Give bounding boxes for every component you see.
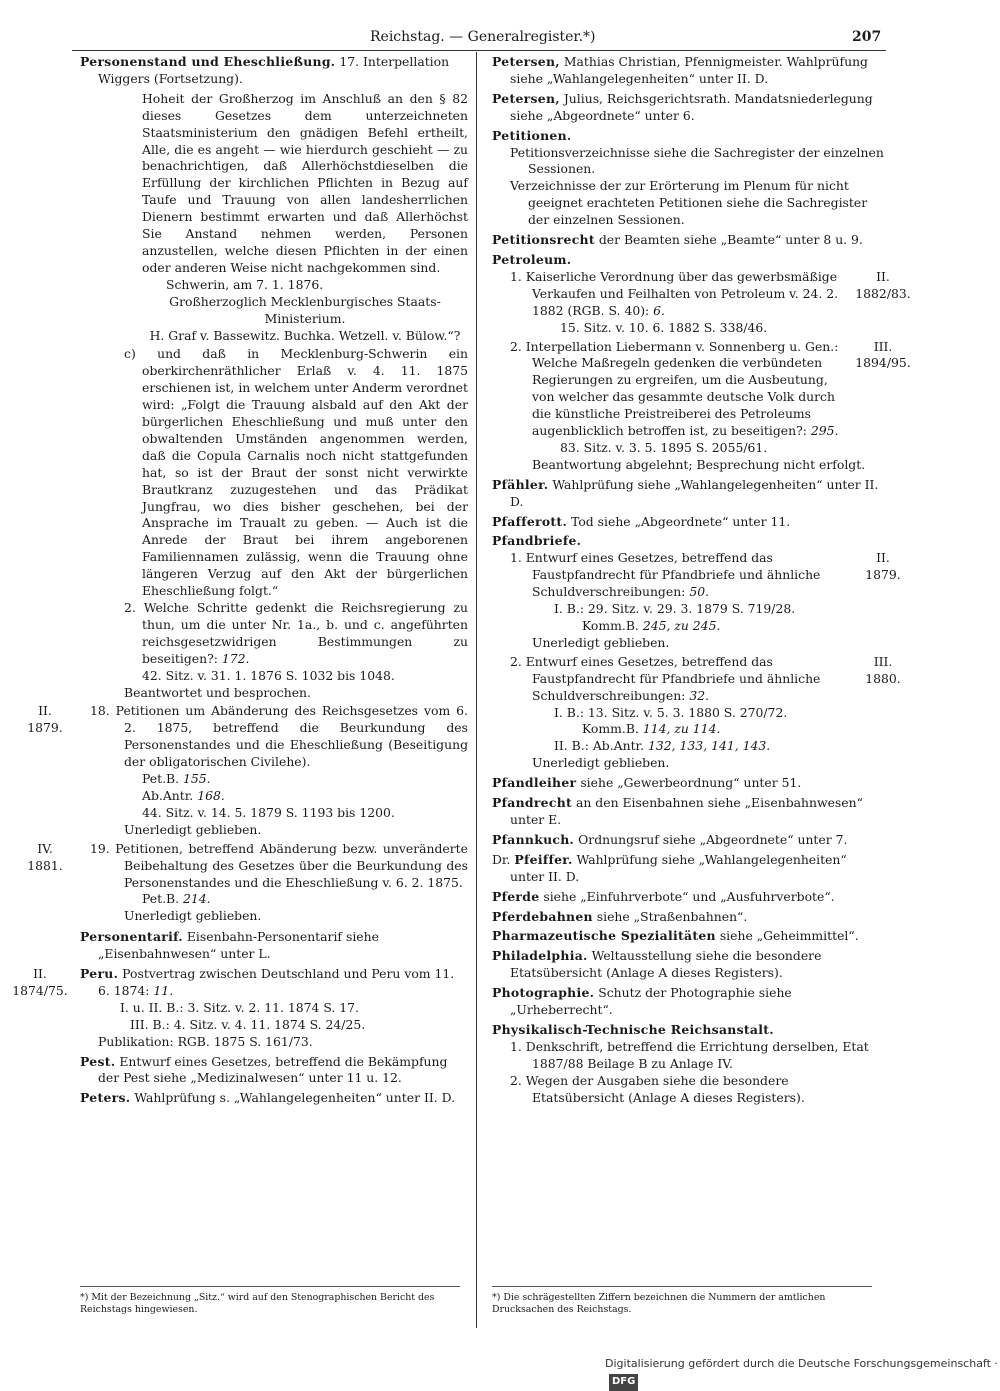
physikalisch-item-2: 2. Wegen der Ausgaben siehe die besondere Etatsübersicht (Anlage A dieses Registers).	[510, 1072, 805, 1105]
ab-ref: 168.	[197, 787, 225, 803]
entry-heading: Petitionsrecht	[492, 232, 595, 248]
entry-peru	[12, 966, 468, 1051]
entry-heading: Pfannkuch.	[492, 831, 575, 847]
entry-text: Weltausstellung siehe die besondere Etatsübersicht (Anlage A dieses Registers).	[510, 948, 822, 981]
entry-petroleum	[492, 251, 911, 474]
pfandbriefe-item-2-status: Unerledigt geblieben.	[532, 755, 670, 771]
entry-heading: Pest.	[80, 1053, 116, 1069]
entry-heading: Peru.	[80, 966, 119, 982]
entry-heading: Pfandrecht	[492, 795, 573, 811]
entry-personentarif	[80, 929, 468, 963]
question-2	[80, 600, 468, 668]
entry-text: Schutz der Photographie siehe „Urheberrecht“.	[510, 985, 792, 1018]
petitionen-line-1: Petitionsverzeichnisse siehe die Sachregister der einzelnen Sessionen.	[510, 144, 884, 177]
entry-petersen-julius	[492, 91, 884, 125]
entry-petitionsrecht	[492, 232, 884, 249]
dfg-logo: DFG	[609, 1374, 638, 1391]
pfandbriefe-item-1-text	[492, 550, 884, 601]
petb-label: Pet.B.	[142, 771, 180, 787]
pfandbriefe-item-1-status: Unerledigt geblieben.	[532, 634, 670, 650]
session-year: 1894/95.	[855, 355, 911, 371]
decree-place-date: Schwerin, am 7. 1. 1876.	[166, 276, 324, 292]
petroleum-item-2-text	[492, 339, 884, 440]
entry-text: an den Eisenbahnen siehe „Eisenbahnwesen“ unter E.	[510, 795, 863, 827]
digitization-credit	[605, 1356, 1000, 1391]
footnote-left: *) Mit der Bezeichnung „Sitz.“ wird auf den Stenographischen Bericht des Reichstags hingewiesen.	[80, 1292, 435, 1315]
item-text: 1. Kaiserliche Verordnung über das gewerbsmäßige Verkaufen und Feilhalten von Petroleum v. 24. 2. 1882 (RGB. S. 40):	[510, 268, 839, 318]
entry-heading: Petroleum.	[492, 251, 572, 267]
sitting-42: 42. Sitz. v. 31. 1. 1876 S. 1032 bis 1048.	[142, 667, 395, 683]
entry-text: Ordnungsruf siehe „Abgeordnete“ unter 7.	[578, 831, 848, 847]
entry-text: siehe „Gewerbeordnung“ unter 51.	[580, 775, 802, 791]
question-2-ref: 172.	[221, 650, 250, 666]
session-year: 1880.	[865, 670, 901, 686]
entry-pfannkuch	[492, 832, 884, 849]
reading-ref: 132, 133, 141, 143.	[648, 738, 771, 754]
entry-19-status: Unerledigt geblieben.	[124, 908, 262, 924]
entry-ref: 11.	[153, 982, 174, 998]
entry-heading: Pfafferott.	[492, 513, 568, 529]
entry-18	[27, 703, 468, 838]
session-number: II.	[876, 268, 890, 284]
item-ref: 32.	[689, 687, 710, 703]
petitionen-line-2: Verzeichnisse der zur Erörterung im Plenum für nicht geeignet erachteten Petitionen siehe die Sachregister der einzelnen Sessionen.	[510, 178, 868, 228]
ab-label: Ab.Antr.	[142, 787, 194, 803]
session-number: II.	[33, 966, 47, 982]
entry-heading: Pfeiffer.	[514, 851, 573, 867]
entry-peters	[80, 1090, 468, 1107]
entry-18-sitting: 44. Sitz. v. 14. 5. 1879 S. 1193 bis 1200.	[142, 804, 395, 820]
entry-text: Eisenbahn-Personentarif siehe „Eisenbahnwesen“ unter L.	[98, 929, 379, 962]
session-label	[2, 966, 78, 1000]
session-number: II.	[38, 703, 52, 719]
entry-heading: Pharmazeutische Spezialitäten	[492, 928, 716, 944]
peru-main	[80, 966, 468, 1000]
petroleum-item-1	[492, 268, 911, 337]
credit-text: Digitalisierung gefördert durch die Deutsche Forschungsgemeinschaft ·	[605, 1357, 998, 1370]
right-column	[492, 54, 911, 1109]
reading-label: II. B.: Ab.Antr.	[554, 738, 645, 754]
column-divider	[476, 52, 477, 1328]
entry-heading: Peters.	[80, 1090, 131, 1106]
entry-pfandrecht	[492, 795, 884, 829]
session-year: 1879.	[865, 567, 901, 583]
session-number: IV.	[37, 840, 53, 856]
entry-pfafferott	[492, 514, 884, 531]
entry-heading: Philadelphia.	[492, 948, 588, 964]
footnote-rule-left	[80, 1286, 460, 1287]
pfandbriefe-item-2-reading: I. B.: 13. Sitz. v. 5. 3. 1880 S. 270/72.	[554, 704, 788, 720]
item-c-text: c) und daß in Mecklenburg-Schwerin ein oberkirchenräthlicher Erlaß v. 4. 11. 1875 erschienen ist, in welchem unter Anderm verordnet wird: „Folgt die Trauung alsbald auf den Akt der bürgerlichen Eheschließung und muß unter den obwaltenden Umständen angenommen werden, daß die Copula Carnalis noch nicht stattgefunden hat, so ist der Braut der sonst nicht verwirkte Brautkranz zuzugestehen und das Prädikat Jungfrau, wo dies bisher geschehen, bei der Ansprache im Traualt zu geben. — Auch ist die Anrede der Braut bei ihrem angeborenen Familiennamen zulässig, wenn die Trauung ohne längeren Verzug auf den Akt der bürgerlichen Eheschließung folgt.“	[124, 346, 468, 599]
entry-petitionen	[492, 128, 884, 229]
entry-pfeiffer	[492, 852, 884, 886]
petb-ref: 214.	[183, 891, 211, 907]
session-label	[846, 339, 920, 373]
session-label	[18, 841, 72, 875]
session-number: III.	[873, 338, 893, 354]
session-label	[18, 703, 72, 737]
entry-pfandbriefe	[492, 533, 901, 772]
entry-heading: Pfandleiher	[492, 775, 577, 791]
entry-pharmazeutische	[492, 928, 884, 945]
session-year: 1874/75.	[12, 982, 68, 998]
decree-ministry: Großherzoglich Mecklenburgisches Staats-Ministerium.	[169, 293, 441, 326]
footnote-rule-right	[492, 1286, 872, 1287]
entry-pest	[80, 1054, 468, 1088]
entry-heading: Pferde	[492, 888, 540, 904]
page-header	[0, 27, 1000, 49]
entry-heading: Pfandbriefe.	[492, 533, 582, 549]
entry-heading: Pferdebahnen	[492, 908, 593, 924]
item-ref: 295.	[810, 423, 839, 439]
entry-text: Wahlprüfung siehe „Wahlangelegenheiten“ unter II. D.	[510, 851, 847, 884]
entry-text: Postvertrag zwischen Deutschland und Peru vom 11. 6. 1874:	[98, 966, 455, 998]
petroleum-item-1-text	[492, 269, 884, 320]
petroleum-item-1-sitting: 15. Sitz. v. 10. 6. 1882 S. 338/46.	[560, 319, 768, 335]
peru-reading-1: I. u. II. B.: 3. Sitz. v. 2. 11. 1874 S. 17.	[120, 999, 359, 1015]
entry-philadelphia	[492, 948, 884, 982]
session-label	[846, 654, 920, 688]
item-text: 2. Entwurf eines Gesetzes, betreffend das Faustpfandrecht für Pfandbriefe und ähnliche Schuldverschreibungen:	[510, 653, 821, 703]
running-title: Reichstag. — Generalregister.*)	[370, 29, 596, 45]
entry-heading: Pfähler.	[492, 476, 549, 492]
entry-pfandleiher	[492, 775, 884, 792]
entry-18-ab	[80, 788, 468, 805]
entry-petersen-mathias	[492, 54, 884, 88]
entry-18-status: Unerledigt geblieben.	[124, 821, 262, 837]
question-2-text: 2. Welche Schritte gedenkt die Reichsregierung zu thun, um die unter Nr. 1a., b. und c. angeführten reichsgesetzwidrigen Bestimmungen zu beseitigen?:	[124, 600, 468, 666]
entry-text: Wahlprüfung siehe „Wahlangelegenheiten“ unter II. D.	[510, 476, 879, 509]
petroleum-item-2	[492, 338, 911, 474]
page-number: 207	[852, 29, 882, 45]
entry-heading: Photographie.	[492, 985, 595, 1001]
pfandbriefe-item-2-komm	[492, 721, 884, 738]
entry-heading: Personentarif.	[80, 929, 183, 945]
entry-subheading: 17. Interpellation Wiggers (Fortsetzung).	[98, 54, 450, 86]
pfandbriefe-item-1	[492, 550, 901, 651]
entry-physikalisch	[492, 1022, 884, 1107]
item-text: 1. Entwurf eines Gesetzes, betreffend das Faustpfandrecht für Pfandbriefe und ähnliche Schuldverschreibungen:	[510, 550, 821, 600]
answered-status: Beantwortet und besprochen.	[124, 684, 311, 700]
physikalisch-item-1: 1. Denkschrift, betreffend die Errichtung derselben, Etat 1887/88 Beilage B zu Anlage IV.	[510, 1038, 869, 1071]
item-ref: 6.	[653, 302, 665, 318]
komm-label: Komm.B.	[582, 618, 639, 633]
peru-reading-3: III. B.: 4. Sitz. v. 4. 11. 1874 S. 24/25.	[130, 1016, 366, 1032]
entry-heading: Petersen,	[492, 54, 560, 69]
entry-prefix: Dr.	[492, 851, 511, 867]
petb-ref: 155.	[183, 771, 211, 787]
decree-signers: H. Graf v. Bassewitz. Buchka. Wetzell. v. Bülow.“?	[149, 327, 461, 343]
entry-heading: Physikalisch-Technische Reichsanstalt.	[492, 1021, 774, 1037]
session-number: II.	[876, 550, 890, 566]
entry-text: der Beamten siehe „Beamte“ unter 8 u. 9.	[598, 232, 863, 248]
entry-heading: Petersen,	[492, 90, 560, 106]
item-ref: 50.	[689, 584, 710, 600]
entry-pferdebahnen	[492, 909, 884, 926]
session-year: 1879.	[27, 720, 63, 736]
decree-quote: Hoheit der Großherzog im Anschluß an den § 82 dieses Gesetzes dem unterzeichneten Staatsministerium den gnädigen Befehl ertheilt, Alle, die es angeht — wie hierdurch geschieht — zu benachrichtigen, daß Allerhöchstdieselben die Erfüllung der kirchlichen Pflichten in Bezug auf Taufe und Trauung von allen landesherrlichen Dienern bestimmt erwarten und daß Allerhöchst Sie Anstand nehmen werden, Personen anzustellen, welche diesen Pflichten in der einen oder anderen Weise nicht nachgekommen sind.	[142, 90, 468, 275]
pfandbriefe-item-1-reading: I. B.: 29. Sitz. v. 29. 3. 1879 S. 719/28.	[554, 601, 796, 617]
peru-publication: Publikation: RGB. 1875 S. 161/73.	[98, 1033, 313, 1049]
petb-label: Pet.B.	[142, 891, 180, 907]
petroleum-item-2-sitting: 83. Sitz. v. 3. 5. 1895 S. 2055/61.	[560, 439, 768, 455]
entry-pferde	[492, 889, 884, 906]
entry-text: Tod siehe „Abgeordnete“ unter 11.	[571, 513, 791, 529]
entry-19-text: 19. Petitionen, betreffend Abänderung bezw. unveränderte Beibehaltung des Gesetzes über die Beurkundung des Personenstandes und die Eheschließung v. 6. 2. 1875.	[90, 840, 468, 890]
entry-text: Entwurf eines Gesetzes, betreffend die Bekämpfung der Pest siehe „Medizinalwesen“ unter 11 u. 12.	[98, 1053, 448, 1086]
header-rule	[72, 50, 886, 51]
pfandbriefe-item-2	[492, 653, 901, 772]
entry-18-petb	[80, 771, 468, 788]
entry-text: Julius, Reichsgerichtsrath. Mandatsniederlegung siehe „Abgeordnete“ unter 6.	[510, 90, 873, 123]
komm-ref: 245, zu 245.	[642, 618, 721, 633]
session-number: III.	[873, 653, 893, 669]
entry-photographie	[492, 985, 884, 1019]
session-year: 1882/83.	[855, 285, 911, 301]
pfandbriefe-item-2-reading-2	[492, 738, 884, 755]
entry-19-petb	[80, 891, 468, 908]
entry-text: siehe „Straßenbahnen“.	[596, 908, 748, 924]
session-label	[846, 269, 920, 303]
entry-pfaehler	[492, 477, 884, 511]
footnote-right: *) Die schrägestellten Ziffern bezeichnen die Nummern der amtlichen Drucksachen des Reichstags.	[492, 1292, 826, 1315]
komm-ref: 114, zu 114.	[642, 721, 721, 737]
entry-18-text: 18. Petitionen um Abänderung des Reichsgesetzes vom 6. 2. 1875, betreffend die Beurkundung des Personenstandes und die Eheschließung (Beseitigung der obligatorischen Civilehe).	[90, 703, 468, 770]
komm-label: Komm.B.	[582, 721, 639, 737]
entry-personenstand-heading	[80, 54, 468, 88]
session-label	[846, 550, 920, 584]
entry-text: Mathias Christian, Pfennigmeister. Wahlprüfung siehe „Wahlangelegenheiten“ unter II. D.	[510, 54, 868, 86]
item-text: 2. Interpellation Liebermann v. Sonnenberg u. Gen.: Welche Maßregeln gedenken die verbündeten Regierungen zu ergreifen, um die Ausbeutung, von welcher das gesammte deutsche Volk durch die künstliche Preistreiberei des Petroleums augenblicklich betroffen ist, zu beseitigen?:	[510, 338, 839, 439]
entry-text: siehe „Einfuhrverbote“ und „Ausfuhrverbote“.	[543, 888, 835, 904]
entry-19	[27, 840, 468, 926]
entry-text: Wahlprüfung s. „Wahlangelegenheiten“ unter II. D.	[134, 1090, 456, 1106]
entry-heading: Petitionen.	[492, 127, 572, 143]
entry-text: siehe „Geheimmittel“.	[719, 928, 859, 944]
session-year: 1881.	[27, 857, 63, 873]
entry-heading: Personenstand und Eheschließung.	[80, 54, 336, 69]
left-column	[12, 54, 468, 1110]
petroleum-item-2-status: Beantwortung abgelehnt; Besprechung nicht erfolgt.	[532, 456, 866, 472]
pfandbriefe-item-2-text	[492, 654, 884, 705]
pfandbriefe-item-1-komm	[492, 618, 884, 635]
